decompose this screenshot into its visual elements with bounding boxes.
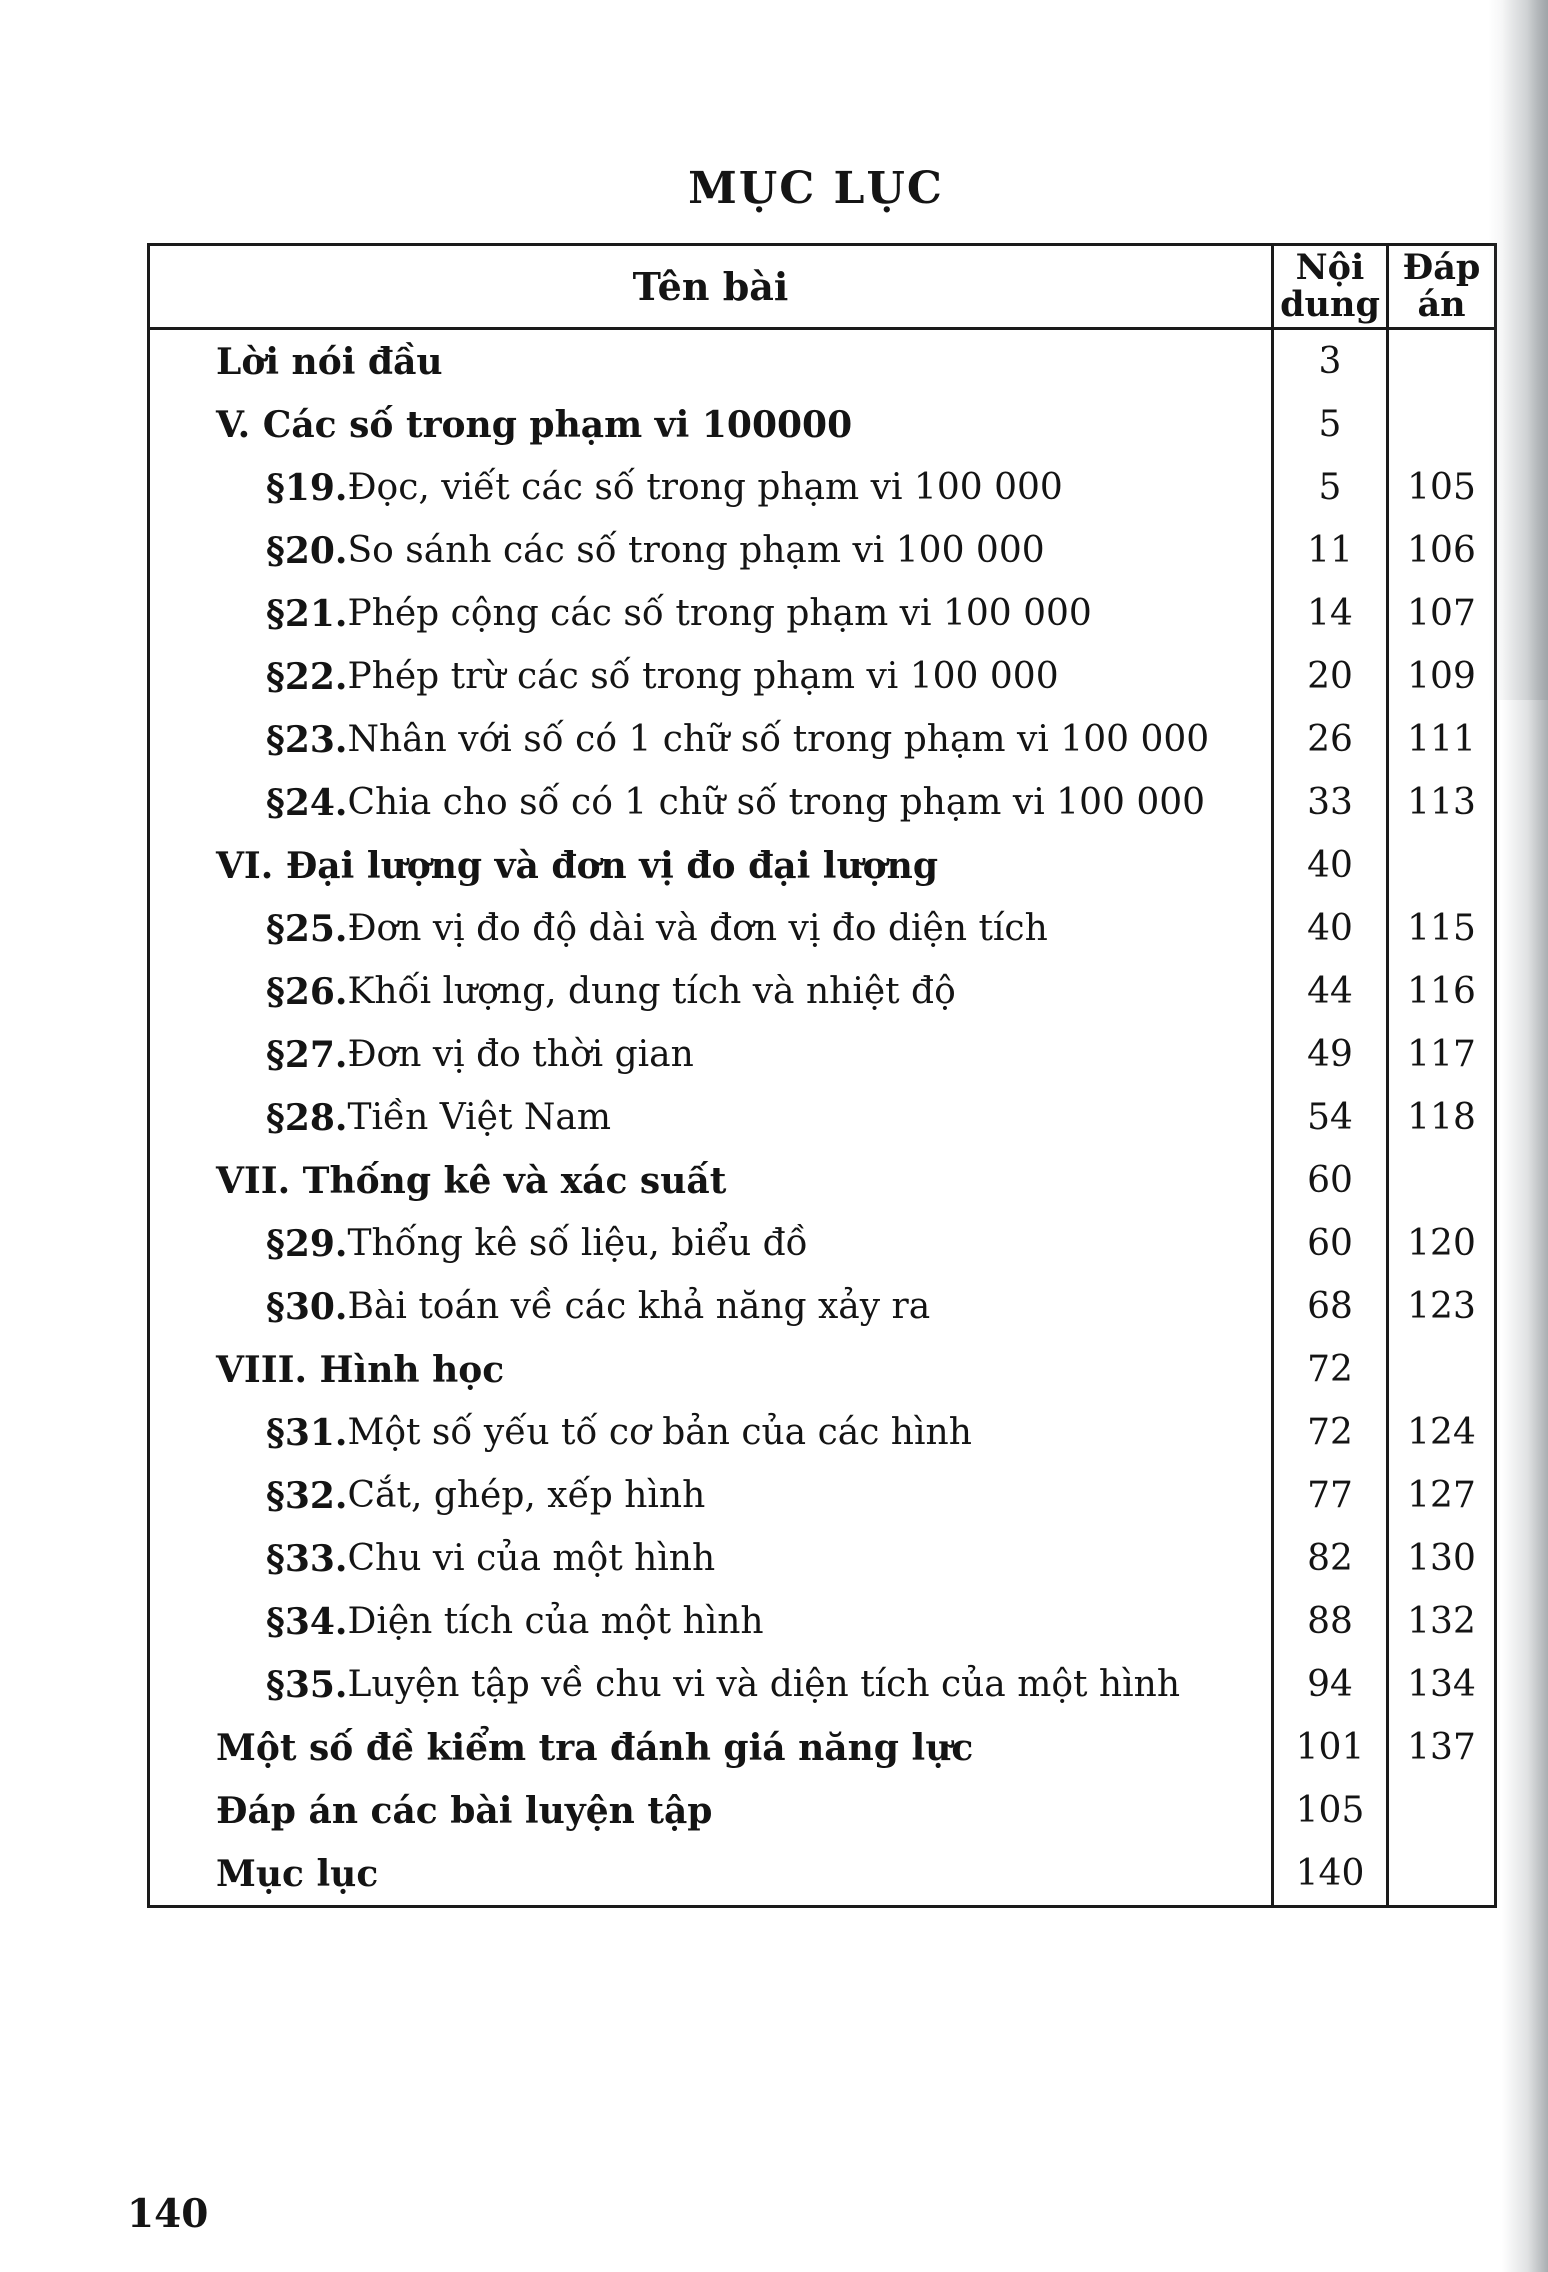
lesson-title	[150, 1275, 1271, 1338]
content-page-number: 94	[1271, 1653, 1386, 1716]
lesson-title-rest: Luyện tập về chu vi và diện tích của một hình	[347, 1664, 1181, 1705]
content-page-number: 101	[1271, 1716, 1386, 1779]
table-row	[150, 1590, 1494, 1653]
content-page-number: 40	[1271, 897, 1386, 960]
answer-page-number: 109	[1386, 645, 1494, 708]
answer-page-number: 123	[1386, 1275, 1494, 1338]
table-row	[150, 1338, 1494, 1401]
lesson-title-bold: §20.	[266, 529, 348, 572]
footer-page-number: 140	[127, 2191, 209, 2237]
lesson-title	[150, 1086, 1271, 1149]
answer-page-number	[1386, 330, 1494, 393]
content-page-number: 26	[1271, 708, 1386, 771]
lesson-title-rest: Bài toán về các khả năng xảy ra	[347, 1286, 931, 1327]
lesson-title	[150, 771, 1271, 834]
lesson-title	[150, 1716, 1271, 1779]
lesson-title-bold: §21.	[266, 592, 348, 635]
page-title: MỤC LỤC	[688, 163, 944, 214]
lesson-title-bold: Lời nói đầu	[216, 340, 443, 383]
lesson-title	[150, 1779, 1271, 1842]
table-row	[150, 1023, 1494, 1086]
lesson-title-bold: §27.	[266, 1033, 348, 1076]
content-page-number: 54	[1271, 1086, 1386, 1149]
lesson-title	[150, 1590, 1271, 1653]
lesson-title-bold: §24.	[266, 781, 348, 824]
scan-edge-shadow	[1502, 0, 1548, 2272]
lesson-title-rest: Phép trừ các số trong phạm vi 100 000	[347, 656, 1059, 697]
lesson-title	[150, 1338, 1271, 1401]
lesson-title-rest: Chu vi của một hình	[347, 1538, 716, 1579]
table-row	[150, 456, 1494, 519]
lesson-title-bold: §25.	[266, 907, 348, 950]
lesson-title-rest: Một số yếu tố cơ bản của các hình	[347, 1412, 972, 1453]
column-header-lesson-name: Tên bài	[632, 263, 789, 309]
lesson-title-bold: §19.	[266, 466, 348, 509]
toc-table	[147, 243, 1497, 1908]
table-row	[150, 1212, 1494, 1275]
answer-page-number: 105	[1386, 456, 1494, 519]
table-row	[150, 1401, 1494, 1464]
lesson-title	[150, 393, 1271, 456]
table-row	[150, 1527, 1494, 1590]
content-page-number: 5	[1271, 456, 1386, 519]
answer-page-number: 124	[1386, 1401, 1494, 1464]
content-page-number: 5	[1271, 393, 1386, 456]
content-page-number: 44	[1271, 960, 1386, 1023]
lesson-title-bold: §34.	[266, 1600, 348, 1643]
lesson-title-rest: Nhân với số có 1 chữ số trong phạm vi 100 000	[347, 719, 1210, 760]
column-header-answer-page: Đáp án	[1386, 246, 1494, 327]
lesson-title-bold: VI. Đại lượng và đơn vị đo đại lượng	[216, 844, 939, 887]
table-row	[150, 393, 1494, 456]
content-page-number: 49	[1271, 1023, 1386, 1086]
table-row	[150, 708, 1494, 771]
table-row	[150, 330, 1494, 393]
table-row	[150, 582, 1494, 645]
lesson-title	[150, 1023, 1271, 1086]
lesson-title	[150, 708, 1271, 771]
answer-page-number: 113	[1386, 771, 1494, 834]
lesson-title-rest: Khối lượng, dung tích và nhiệt độ	[347, 971, 956, 1012]
lesson-title-bold: §33.	[266, 1537, 348, 1580]
content-page-number: 105	[1271, 1779, 1386, 1842]
table-row	[150, 1716, 1494, 1779]
answer-page-number: 137	[1386, 1716, 1494, 1779]
lesson-title-bold: VIII. Hình học	[216, 1348, 505, 1391]
content-page-number: 20	[1271, 645, 1386, 708]
table-row	[150, 1653, 1494, 1716]
answer-page-number: 116	[1386, 960, 1494, 1023]
table-row	[150, 771, 1494, 834]
table-row	[150, 1149, 1494, 1212]
table-row	[150, 1086, 1494, 1149]
lesson-title-bold: §31.	[266, 1411, 348, 1454]
answer-page-number: 115	[1386, 897, 1494, 960]
content-page-number: 72	[1271, 1401, 1386, 1464]
lesson-title-rest: So sánh các số trong phạm vi 100 000	[347, 530, 1045, 571]
lesson-title	[150, 456, 1271, 519]
content-page-number: 14	[1271, 582, 1386, 645]
lesson-title	[150, 1842, 1271, 1905]
lesson-title	[150, 519, 1271, 582]
answer-page-number: 111	[1386, 708, 1494, 771]
answer-page-number: 134	[1386, 1653, 1494, 1716]
table-row	[150, 897, 1494, 960]
lesson-title-bold: §28.	[266, 1096, 348, 1139]
answer-page-number: 118	[1386, 1086, 1494, 1149]
answer-page-number: 120	[1386, 1212, 1494, 1275]
lesson-title-bold: §22.	[266, 655, 348, 698]
table-row	[150, 834, 1494, 897]
lesson-title-bold: §30.	[266, 1285, 348, 1328]
content-page-number: 60	[1271, 1149, 1386, 1212]
answer-page-number	[1386, 1842, 1494, 1905]
column-header-content-page: Nội dung	[1271, 246, 1386, 327]
lesson-title	[150, 897, 1271, 960]
answer-page-number	[1386, 1338, 1494, 1401]
lesson-title-bold: V. Các số trong phạm vi 100000	[216, 403, 853, 446]
lesson-title	[150, 1149, 1271, 1212]
lesson-title-bold: §29.	[266, 1222, 348, 1265]
content-page-number: 82	[1271, 1527, 1386, 1590]
answer-page-number	[1386, 393, 1494, 456]
lesson-title-bold: Một số đề kiểm tra đánh giá năng lực	[216, 1726, 974, 1769]
table-row	[150, 1464, 1494, 1527]
lesson-title-bold: Đáp án các bài luyện tập	[216, 1789, 713, 1832]
answer-page-number: 132	[1386, 1590, 1494, 1653]
content-page-number: 72	[1271, 1338, 1386, 1401]
answer-page-number	[1386, 1779, 1494, 1842]
lesson-title	[150, 330, 1271, 393]
lesson-title-bold: §23.	[266, 718, 348, 761]
table-row	[150, 645, 1494, 708]
lesson-title-rest: Đọc, viết các số trong phạm vi 100 000	[347, 467, 1063, 508]
lesson-title-rest: Cắt, ghép, xếp hình	[347, 1475, 706, 1516]
lesson-title-rest: Đơn vị đo thời gian	[347, 1034, 694, 1075]
table-header-row	[150, 246, 1494, 330]
lesson-title-rest: Đơn vị đo độ dài và đơn vị đo diện tích	[347, 908, 1048, 949]
content-page-number: 88	[1271, 1590, 1386, 1653]
lesson-title	[150, 1212, 1271, 1275]
lesson-title-rest: Chia cho số có 1 chữ số trong phạm vi 100 000	[347, 782, 1206, 823]
content-page-number: 3	[1271, 330, 1386, 393]
table-row	[150, 1275, 1494, 1338]
answer-page-number: 117	[1386, 1023, 1494, 1086]
content-page-number: 40	[1271, 834, 1386, 897]
content-page-number: 140	[1271, 1842, 1386, 1905]
answer-page-number	[1386, 1149, 1494, 1212]
lesson-title-bold: §26.	[266, 970, 348, 1013]
content-page-number: 11	[1271, 519, 1386, 582]
content-page-number: 68	[1271, 1275, 1386, 1338]
table-body	[150, 330, 1494, 1905]
answer-page-number: 107	[1386, 582, 1494, 645]
lesson-title	[150, 1527, 1271, 1590]
lesson-title-bold: Mục lục	[216, 1852, 379, 1895]
lesson-title	[150, 1401, 1271, 1464]
lesson-title	[150, 1464, 1271, 1527]
content-page-number: 33	[1271, 771, 1386, 834]
lesson-title	[150, 645, 1271, 708]
lesson-title-bold: §35.	[266, 1663, 348, 1706]
table-row	[150, 1842, 1494, 1905]
content-page-number: 77	[1271, 1464, 1386, 1527]
lesson-title-bold: VII. Thống kê và xác suất	[216, 1159, 727, 1202]
answer-page-number	[1386, 834, 1494, 897]
answer-page-number: 106	[1386, 519, 1494, 582]
content-page-number: 60	[1271, 1212, 1386, 1275]
lesson-title	[150, 582, 1271, 645]
lesson-title	[150, 960, 1271, 1023]
lesson-title-rest: Phép cộng các số trong phạm vi 100 000	[347, 593, 1092, 634]
lesson-title-rest: Tiền Việt Nam	[347, 1097, 611, 1138]
table-row	[150, 1779, 1494, 1842]
lesson-title-bold: §32.	[266, 1474, 348, 1517]
lesson-title	[150, 1653, 1271, 1716]
lesson-title-rest: Diện tích của một hình	[347, 1601, 764, 1642]
answer-page-number: 127	[1386, 1464, 1494, 1527]
table-row	[150, 519, 1494, 582]
lesson-title-rest: Thống kê số liệu, biểu đồ	[347, 1223, 808, 1264]
lesson-title	[150, 834, 1271, 897]
answer-page-number: 130	[1386, 1527, 1494, 1590]
table-row	[150, 960, 1494, 1023]
